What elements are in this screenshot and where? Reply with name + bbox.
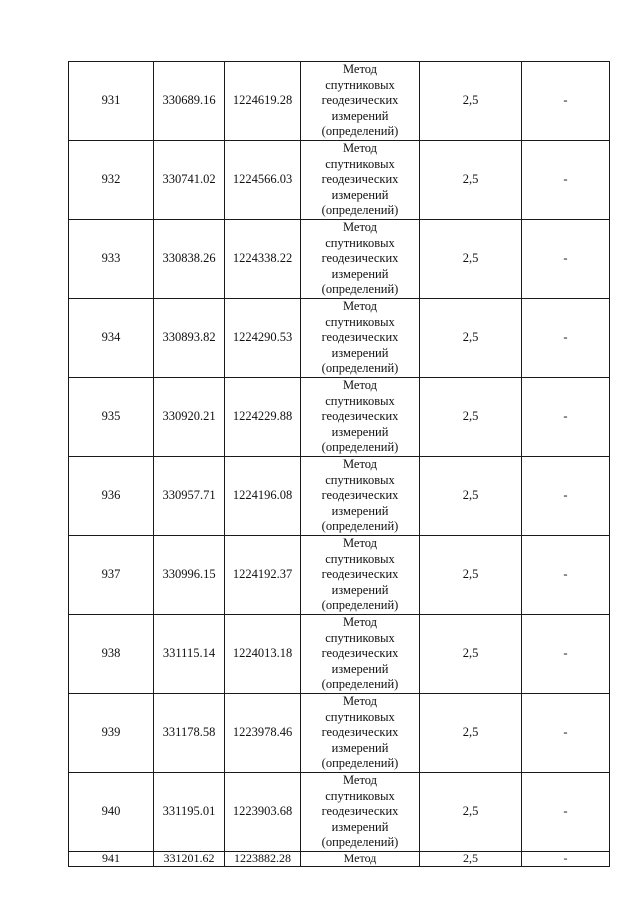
method-line: измерений	[331, 108, 389, 123]
table-row	[69, 62, 610, 141]
point-cell: 937	[69, 536, 154, 615]
note-cell: -	[522, 773, 610, 852]
note-cell: -	[522, 220, 610, 299]
table-row	[69, 141, 610, 220]
x-coordinate-cell: 330893.82	[154, 299, 225, 378]
method-line: спутниковых	[325, 235, 395, 250]
note-cell: -	[522, 615, 610, 694]
method-line: Метод	[342, 220, 378, 235]
note-cell: -	[522, 141, 610, 220]
point-cell: 934	[69, 299, 154, 378]
table-row	[69, 299, 610, 378]
method-cell	[301, 62, 420, 141]
method-line: измерений	[331, 187, 389, 202]
accuracy-cell: 2,5	[420, 852, 522, 867]
method-line: (определений)	[321, 677, 399, 692]
method-line: Метод	[342, 694, 378, 709]
note-cell: -	[522, 536, 610, 615]
table-row	[69, 773, 610, 852]
x-coordinate-cell: 330920.21	[154, 378, 225, 457]
x-coordinate-cell: 330838.26	[154, 220, 225, 299]
point-cell: 938	[69, 615, 154, 694]
method-line: геодезических	[321, 409, 399, 424]
method-line: геодезических	[321, 646, 399, 661]
method-cell	[301, 220, 420, 299]
method-line: Метод	[342, 378, 378, 393]
point-cell: 941	[69, 852, 154, 867]
y-coordinate-cell: 1224619.28	[225, 62, 301, 141]
x-coordinate-cell: 330957.71	[154, 457, 225, 536]
method-line: геодезических	[321, 93, 399, 108]
method-line: (определений)	[321, 756, 399, 771]
y-coordinate-cell: 1223882.28	[225, 852, 301, 867]
y-coordinate-cell: 1224192.37	[225, 536, 301, 615]
method-line: измерений	[331, 266, 389, 281]
point-cell: 931	[69, 62, 154, 141]
method-line: геодезических	[321, 804, 399, 819]
method-line: измерений	[331, 661, 389, 676]
method-line: измерений	[331, 424, 389, 439]
method-line: Метод	[342, 62, 378, 77]
x-coordinate-cell: 331195.01	[154, 773, 225, 852]
accuracy-cell: 2,5	[420, 220, 522, 299]
point-cell: 939	[69, 694, 154, 773]
method-line: измерений	[331, 819, 389, 834]
method-line: измерений	[331, 503, 389, 518]
accuracy-cell: 2,5	[420, 536, 522, 615]
x-coordinate-cell: 331201.62	[154, 852, 225, 867]
note-cell: -	[522, 378, 610, 457]
method-line: (определений)	[321, 835, 399, 850]
note-cell: -	[522, 694, 610, 773]
method-line: геодезических	[321, 251, 399, 266]
table-row	[69, 378, 610, 457]
method-cell	[301, 536, 420, 615]
y-coordinate-cell: 1224290.53	[225, 299, 301, 378]
method-line: (определений)	[321, 519, 399, 534]
method-line: Метод	[342, 536, 378, 551]
method-line: (определений)	[321, 598, 399, 613]
method-line: спутниковых	[325, 709, 395, 724]
accuracy-cell: 2,5	[420, 62, 522, 141]
accuracy-cell: 2,5	[420, 615, 522, 694]
table-row	[69, 457, 610, 536]
method-line: спутниковых	[325, 393, 395, 408]
table-row	[69, 615, 610, 694]
method-line: спутниковых	[325, 472, 395, 487]
method-line: измерений	[331, 582, 389, 597]
method-cell	[301, 457, 420, 536]
method-line: (определений)	[321, 203, 399, 218]
coordinates-table	[68, 61, 610, 867]
method-cell	[301, 773, 420, 852]
note-cell: -	[522, 457, 610, 536]
method-cell	[301, 378, 420, 457]
method-line: спутниковых	[325, 314, 395, 329]
table-row	[69, 536, 610, 615]
y-coordinate-cell: 1224196.08	[225, 457, 301, 536]
method-line: измерений	[331, 345, 389, 360]
accuracy-cell: 2,5	[420, 694, 522, 773]
accuracy-cell: 2,5	[420, 773, 522, 852]
method-line: Метод	[342, 299, 378, 314]
point-cell: 936	[69, 457, 154, 536]
table-row	[69, 852, 610, 867]
accuracy-cell: 2,5	[420, 141, 522, 220]
method-line: Метод	[343, 851, 377, 865]
table-row	[69, 220, 610, 299]
method-line: спутниковых	[325, 788, 395, 803]
method-cell	[301, 615, 420, 694]
note-cell: -	[522, 852, 610, 867]
method-line: (определений)	[321, 282, 399, 297]
method-line: спутниковых	[325, 156, 395, 171]
y-coordinate-cell: 1223903.68	[225, 773, 301, 852]
method-line: геодезических	[321, 567, 399, 582]
point-cell: 935	[69, 378, 154, 457]
method-line: (определений)	[321, 440, 399, 455]
method-line: геодезических	[321, 488, 399, 503]
method-line: геодезических	[321, 330, 399, 345]
method-line: Метод	[342, 457, 378, 472]
method-cell	[301, 852, 420, 867]
method-cell	[301, 141, 420, 220]
y-coordinate-cell: 1224013.18	[225, 615, 301, 694]
method-line: Метод	[342, 615, 378, 630]
point-cell: 933	[69, 220, 154, 299]
method-line: геодезических	[321, 725, 399, 740]
y-coordinate-cell: 1223978.46	[225, 694, 301, 773]
method-line: спутниковых	[325, 77, 395, 92]
method-line: (определений)	[321, 124, 399, 139]
method-cell	[301, 299, 420, 378]
table-body	[69, 62, 610, 867]
note-cell: -	[522, 299, 610, 378]
table-row	[69, 694, 610, 773]
method-line: спутниковых	[325, 630, 395, 645]
method-line: спутниковых	[325, 551, 395, 566]
accuracy-cell: 2,5	[420, 378, 522, 457]
method-line: Метод	[342, 141, 378, 156]
y-coordinate-cell: 1224229.88	[225, 378, 301, 457]
method-line: Метод	[342, 773, 378, 788]
x-coordinate-cell: 330689.16	[154, 62, 225, 141]
y-coordinate-cell: 1224338.22	[225, 220, 301, 299]
accuracy-cell: 2,5	[420, 457, 522, 536]
x-coordinate-cell: 331178.58	[154, 694, 225, 773]
x-coordinate-cell: 331115.14	[154, 615, 225, 694]
method-cell	[301, 694, 420, 773]
x-coordinate-cell: 330996.15	[154, 536, 225, 615]
method-line: измерений	[331, 740, 389, 755]
point-cell: 940	[69, 773, 154, 852]
accuracy-cell: 2,5	[420, 299, 522, 378]
point-cell: 932	[69, 141, 154, 220]
note-cell: -	[522, 62, 610, 141]
method-line: (определений)	[321, 361, 399, 376]
method-line: геодезических	[321, 172, 399, 187]
y-coordinate-cell: 1224566.03	[225, 141, 301, 220]
x-coordinate-cell: 330741.02	[154, 141, 225, 220]
